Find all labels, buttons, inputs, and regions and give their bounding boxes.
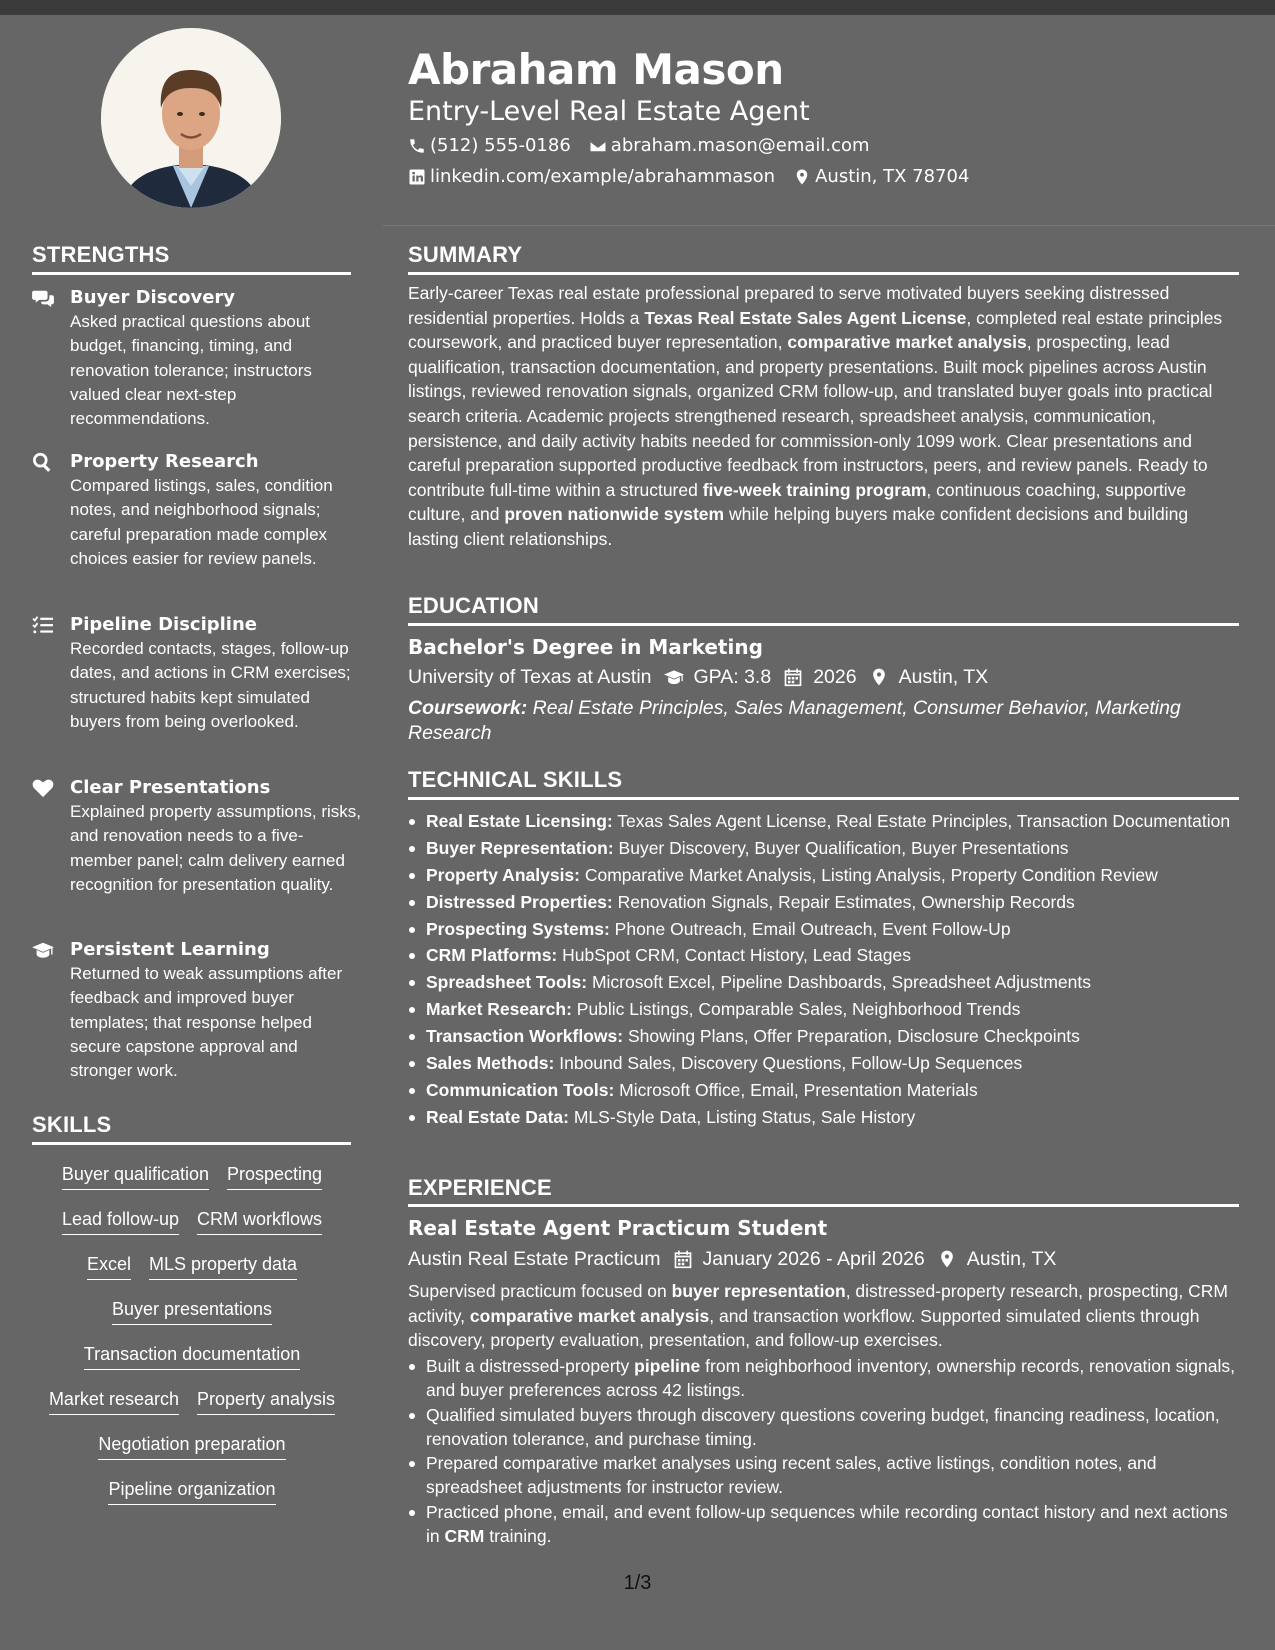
- skill-value: Microsoft Office, Email, Presentation Materials: [614, 1079, 978, 1100]
- strength-title: Property Research: [70, 451, 259, 472]
- skills-chip-row: [32, 1207, 352, 1235]
- strength-title: Pipeline Discipline: [70, 614, 257, 635]
- list-item: [408, 863, 1238, 887]
- skill-label: CRM Platforms:: [426, 945, 558, 966]
- list-item: [408, 1024, 1238, 1048]
- portrait-image: [101, 28, 281, 208]
- strength-persistent-learning: [32, 938, 362, 1083]
- list-item: [408, 809, 1238, 833]
- skill-chip: CRM workflows: [197, 1207, 322, 1235]
- education-rule: [408, 623, 1239, 626]
- text-segment: Built a distressed-property: [426, 1356, 635, 1376]
- map-marker-icon: [869, 667, 889, 687]
- linkedin-text: linkedin.com/example/abrahammason: [430, 166, 776, 187]
- text-segment: while helping buyers make confident decisions and building lasting client relationships.: [408, 504, 1189, 549]
- graduation-year: 2026: [813, 666, 857, 688]
- skill-chip: Prospecting: [227, 1162, 322, 1190]
- profile-photo: [101, 28, 281, 208]
- list-item: [408, 997, 1238, 1021]
- list-item: [408, 1105, 1238, 1129]
- skill-chip: Buyer presentations: [112, 1297, 272, 1325]
- experience-intro: [408, 1279, 1238, 1353]
- skills-rule: [32, 1142, 351, 1145]
- job-title: Real Estate Agent Practicum Student: [408, 1216, 828, 1240]
- skill-label: Property Analysis:: [426, 864, 580, 885]
- text-segment: Supervised practicum focused on: [408, 1281, 672, 1301]
- job-meta: [408, 1246, 1056, 1272]
- text-segment: , continuous coaching, supportive culture, and: [408, 479, 1187, 525]
- strength-text: Recorded contacts, stages, follow-up dates, and actions in CRM exercises; structured habits kept simulated buyers from being overlooked.: [70, 639, 351, 731]
- calendar-icon: [673, 1249, 693, 1269]
- skill-value: Public Listings, Comparable Sales, Neighborhood Trends: [571, 999, 1021, 1020]
- map-marker-icon: [793, 168, 811, 186]
- graduation-cap-icon: [32, 940, 54, 960]
- bold-phrase: comparative market analysis: [787, 332, 1027, 353]
- skill-value: Showing Plans, Offer Preparation, Disclosure Checkpoints: [623, 1026, 1080, 1047]
- skill-chip: Pipeline organization: [108, 1477, 275, 1505]
- skills-chip-row: [32, 1252, 352, 1280]
- skill-label: Market Research:: [426, 999, 572, 1020]
- skills-chip-row: [32, 1297, 352, 1325]
- text-segment: , distressed-property research, prospecting, CRM activity,: [408, 1281, 1228, 1326]
- text-segment: Qualified simulated buyers through discovery questions covering budget, financing readiness, location, renovation tolerance, and purchase timing.: [426, 1404, 1220, 1449]
- skills-heading: SKILLS: [32, 1112, 112, 1137]
- skill-value: MLS-Style Data, Listing Status, Sale History: [568, 1106, 916, 1127]
- coursework: [408, 696, 1228, 745]
- envelope-icon: [589, 137, 607, 155]
- bold-phrase: CRM: [444, 1526, 485, 1547]
- technical-skills-rule: [408, 797, 1239, 800]
- skill-value: Inbound Sales, Discovery Questions, Follow-Up Sequences: [554, 1053, 1023, 1074]
- skill-chip: Excel: [87, 1252, 131, 1280]
- strength-clear-presentations: [32, 776, 362, 897]
- skill-chip: Market research: [49, 1387, 179, 1415]
- summary-heading: SUMMARY: [408, 242, 523, 267]
- list-item: [408, 836, 1238, 860]
- list-item: [408, 917, 1238, 941]
- bold-phrase: Texas Real Estate Sales Agent License: [644, 307, 967, 328]
- skill-value: Phone Outreach, Email Outreach, Event Follow-Up: [609, 918, 1011, 939]
- graduation-cap-icon: [664, 667, 684, 687]
- skill-value: Renovation Signals, Repair Estimates, Ownership Records: [612, 891, 1075, 912]
- list-item: [408, 1451, 1238, 1500]
- contact-row-1: [408, 134, 888, 158]
- skill-value: Buyer Discovery, Buyer Qualification, Buyer Presentations: [613, 837, 1069, 858]
- experience-rule: [408, 1204, 1239, 1207]
- skill-value: Comparative Market Analysis, Listing Analysis, Property Condition Review: [580, 864, 1158, 885]
- text-segment: from neighborhood inventory, ownership records, renovation signals, and buyer preferences across 42 listings.: [426, 1356, 1235, 1401]
- list-item: [408, 890, 1238, 914]
- location-contact: [793, 165, 969, 189]
- strengths-rule: [32, 272, 351, 275]
- skill-label: Distressed Properties:: [426, 891, 613, 912]
- header-divider: [383, 225, 1275, 226]
- checklist-icon: [32, 615, 54, 635]
- text-segment: training.: [484, 1526, 552, 1547]
- skill-chip: Property analysis: [197, 1387, 335, 1415]
- strength-property-research: [32, 450, 362, 571]
- skills-chip-row: [32, 1342, 352, 1370]
- skill-value: HubSpot CRM, Contact History, Lead Stages: [557, 945, 911, 966]
- search-icon: [32, 452, 54, 472]
- summary-text: [408, 281, 1238, 552]
- skill-label: Spreadsheet Tools:: [426, 972, 588, 993]
- skill-label: Communication Tools:: [426, 1079, 615, 1100]
- heart-icon: [32, 778, 54, 798]
- skill-value: Microsoft Excel, Pipeline Dashboards, Spreadsheet Adjustments: [587, 972, 1091, 993]
- comments-icon: [32, 288, 54, 308]
- strength-title: Persistent Learning: [70, 939, 270, 960]
- text-segment: Early-career Texas real estate professional prepared to serve motivated buyers seeking distressed residential properties. Holds a: [408, 283, 1170, 328]
- bold-phrase: buyer representation: [671, 1281, 846, 1301]
- skills-chip-row: [32, 1432, 352, 1460]
- skill-chip: Transaction documentation: [84, 1342, 300, 1370]
- skills-chip-row: [32, 1387, 352, 1415]
- job-dates: January 2026 - April 2026: [702, 1248, 925, 1270]
- strength-pipeline-discipline: [32, 613, 362, 734]
- strength-text: Explained property assumptions, risks, and renovation needs to a five-member panel; calm delivery earned recognition for presentation quality.: [70, 802, 362, 894]
- skill-label: Buyer Representation:: [426, 837, 614, 858]
- text-segment: , and transaction workflow. Supported simulated clients through discovery, property evaluation, presentation, and follow-up exercises.: [408, 1305, 1200, 1351]
- degree-title: Bachelor's Degree in Marketing: [408, 635, 763, 659]
- email-contact[interactable]: [589, 134, 870, 158]
- phone-icon: [408, 137, 426, 155]
- strength-buyer-discovery: [32, 286, 362, 431]
- bold-phrase: proven nationwide system: [504, 504, 725, 525]
- skill-label: Real Estate Data:: [426, 1106, 569, 1127]
- top-bar: [0, 0, 1275, 15]
- skill-chip: MLS property data: [149, 1252, 297, 1280]
- list-item: [408, 970, 1238, 994]
- text-segment: Prepared comparative market analyses using recent sales, active listings, condition notes, and spreadsheet adjustments for instructor review.: [426, 1453, 1157, 1498]
- school-location: Austin, TX: [898, 666, 989, 688]
- strength-text: Compared listings, sales, condition notes, and neighborhood signals; careful preparation made complex choices easier for review panels.: [70, 476, 333, 568]
- map-marker-icon: [937, 1249, 957, 1269]
- location-text: Austin, TX 78704: [815, 166, 970, 187]
- technical-skills-heading: TECHNICAL SKILLS: [408, 767, 623, 792]
- list-item: [408, 1354, 1238, 1403]
- list-item: [408, 943, 1238, 967]
- email-text: abraham.mason@email.com: [610, 135, 870, 156]
- education-meta: [408, 664, 988, 690]
- education-heading: EDUCATION: [408, 593, 539, 618]
- skill-chip: Buyer qualification: [62, 1162, 209, 1190]
- text-segment: Practiced phone, email, and event follow-up sequences while recording contact history and next actions in: [426, 1501, 1228, 1547]
- text-segment: , prospecting, lead qualification, transaction documentation, and property presentations. Built mock pipelines across Austin listings, reviewed renovation signals, organized CRM follow-up, and translated buyer goals into practical search criteria. Academic projects strengthened research, spreadsheet analysis, communication, persistence, and daily activity habits needed for commission-only 1099 work. Clear presentations and careful preparation supported productive feedback from instructors, peers, and review panels. Ready to contribute full-time within a structured: [408, 332, 1213, 500]
- strength-title: Clear Presentations: [70, 777, 271, 798]
- coursework-label: Coursework:: [408, 697, 528, 719]
- skill-label: Prospecting Systems:: [426, 918, 610, 939]
- list-item: [408, 1051, 1238, 1075]
- bold-phrase: comparative market analysis: [469, 1305, 710, 1326]
- list-item: [408, 1403, 1238, 1452]
- skill-value: Texas Sales Agent License, Real Estate Principles, Transaction Documentation: [612, 811, 1231, 831]
- strength-title: Buyer Discovery: [70, 287, 236, 308]
- list-item: [408, 1500, 1238, 1549]
- skill-label: Sales Methods:: [426, 1053, 555, 1074]
- skill-label: Real Estate Licensing:: [426, 811, 613, 831]
- experience-heading: EXPERIENCE: [408, 1175, 552, 1200]
- job-location: Austin, TX: [966, 1248, 1057, 1270]
- company-name: Austin Real Estate Practicum: [408, 1248, 661, 1270]
- skills-chip-row: [32, 1477, 352, 1505]
- gpa-text: GPA: 3.8: [693, 666, 772, 688]
- school-name: University of Texas at Austin: [408, 666, 652, 688]
- calendar-icon: [783, 667, 803, 687]
- candidate-name: Abraham Mason: [408, 45, 784, 94]
- skill-chip: Lead follow-up: [62, 1207, 179, 1235]
- bold-phrase: five-week training program: [702, 479, 927, 500]
- skill-label: Transaction Workflows:: [426, 1026, 624, 1047]
- skill-chip: Negotiation preparation: [98, 1432, 285, 1460]
- summary-rule: [408, 272, 1239, 275]
- skills-chip-row: [32, 1162, 352, 1190]
- coursework-list: Real Estate Principles, Sales Management, Consumer Behavior, Marketing Research: [408, 697, 1181, 744]
- technical-skills-list: [408, 809, 1238, 1132]
- linkedin-icon: [408, 168, 426, 186]
- list-item: [408, 1078, 1238, 1102]
- linkedin-contact[interactable]: [408, 165, 775, 189]
- contact-row-2: [408, 165, 987, 189]
- phone-contact[interactable]: [408, 134, 571, 158]
- text-segment: , completed real estate principles coursework, and practiced buyer representation,: [408, 307, 1223, 353]
- strengths-heading: STRENGTHS: [32, 242, 170, 267]
- strength-text: Returned to weak assumptions after feedback and improved buyer templates; that response helped secure capstone approval and stronger work.: [70, 964, 343, 1081]
- candidate-role: Entry-Level Real Estate Agent: [408, 96, 810, 127]
- strength-text: Asked practical questions about budget, financing, timing, and renovation tolerance; instructors valued clear next-step recommendations.: [70, 312, 312, 429]
- page-indicator: 1/3: [623, 1572, 652, 1594]
- bold-phrase: pipeline: [634, 1356, 701, 1376]
- phone-text: (512) 555-0186: [430, 135, 571, 156]
- experience-bullets: [408, 1354, 1238, 1548]
